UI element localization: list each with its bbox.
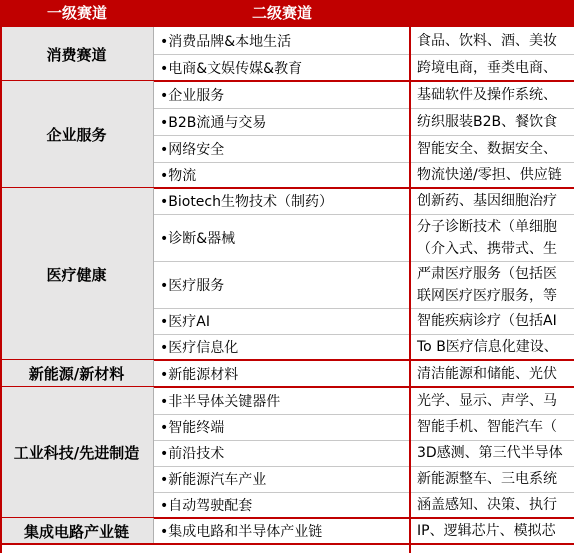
table-header (0, 0, 574, 27)
item-description (410, 27, 574, 54)
description-line: 基础软件及操作系统、 (417, 86, 557, 103)
level1-category: 医疗健康 (0, 188, 154, 360)
item-description (410, 308, 574, 334)
description-line: 分子诊断技术（单细胞 (417, 218, 557, 235)
level2-item: •物流 (154, 162, 410, 188)
description-line: （介入式、携带式、生 (417, 240, 557, 257)
description-line: 智能手机、智能汽车（ (417, 419, 557, 435)
level2-item: •B2B流通与交易 (154, 108, 410, 135)
item-description (410, 214, 574, 261)
description-line: 食品、饮料、酒、美妆 (417, 32, 557, 49)
description-line: 新能源整车、三电系统 (417, 471, 557, 487)
item-description (410, 518, 574, 544)
description-line: 严肃医疗服务（包括医 (417, 265, 557, 282)
item-description (410, 440, 574, 466)
header-level1: 一级赛道 (46, 4, 107, 22)
table-border (409, 27, 411, 553)
level2-item: •前沿技术 (154, 440, 410, 466)
level2-item: •新能源汽车产业 (154, 466, 410, 492)
description-line: 清洁能源和储能、光伏 (417, 365, 557, 382)
level1-category: 工业科技/先进制造 (0, 387, 154, 518)
description-line: 物流快递/零担、供应链 (417, 167, 562, 183)
level2-item: •诊断&器械 (154, 214, 410, 261)
description-line: To B医疗信息化建设、 (417, 339, 558, 355)
description-line: 3D感测、第三代半导体 (417, 445, 563, 461)
header-description (410, 0, 574, 27)
description-line: 跨境电商，垂类电商、 (417, 59, 557, 76)
item-description (410, 162, 574, 188)
description-line: 涵盖感知、决策、执行 (417, 497, 557, 513)
item-description (410, 466, 574, 492)
item-description (410, 261, 574, 308)
description-line: 智能安全、数据安全、 (417, 140, 557, 157)
level2-item: •集成电路和半导体产业链 (154, 518, 410, 544)
level2-item: •新能源材料 (154, 360, 410, 387)
item-description (410, 81, 574, 108)
description-line: 光学、显示、声学、马 (417, 392, 557, 409)
item-description (410, 188, 574, 214)
table-border (0, 27, 2, 553)
item-description (410, 492, 574, 518)
level2-item: •企业服务 (154, 81, 410, 108)
level2-item: •医疗信息化 (154, 334, 410, 360)
level2-item: •消费品牌&本地生活 (154, 27, 410, 54)
level2-item: •医疗AI (154, 308, 410, 334)
header-level2: 二级赛道 (251, 4, 312, 22)
description-line: 联网医疗医疗服务，等 (417, 287, 557, 304)
level2-item: •自动驾驶配套 (154, 492, 410, 518)
level2-item: •医疗服务 (154, 261, 410, 308)
group-divider (0, 543, 574, 545)
item-description (410, 334, 574, 360)
item-description (410, 54, 574, 81)
description-line: IP、逻辑芯片、模拟芯 (417, 523, 556, 539)
item-description (410, 414, 574, 440)
level2-item: •智能终端 (154, 414, 410, 440)
item-description (410, 135, 574, 162)
description-line: 创新药、基因细胞治疗 (417, 193, 557, 209)
level1-category: 消费赛道 (0, 27, 154, 81)
level2-item: •非半导体关键器件 (154, 387, 410, 414)
level2-item: •Biotech生物技术（制药） (154, 188, 410, 214)
level1-category: 新能源/新材料 (0, 360, 154, 387)
item-description (410, 387, 574, 414)
level2-item: •电商&文娱传媒&教育 (154, 54, 410, 81)
item-description (410, 108, 574, 135)
item-description (410, 360, 574, 387)
description-line: 纺织服装B2B、餐饮食 (417, 113, 558, 130)
description-line: 智能疾病诊疗（包括AI (417, 313, 557, 329)
level1-category: 企业服务 (0, 81, 154, 188)
level1-category: 集成电路产业链 (0, 518, 154, 544)
level2-item: •网络安全 (154, 135, 410, 162)
